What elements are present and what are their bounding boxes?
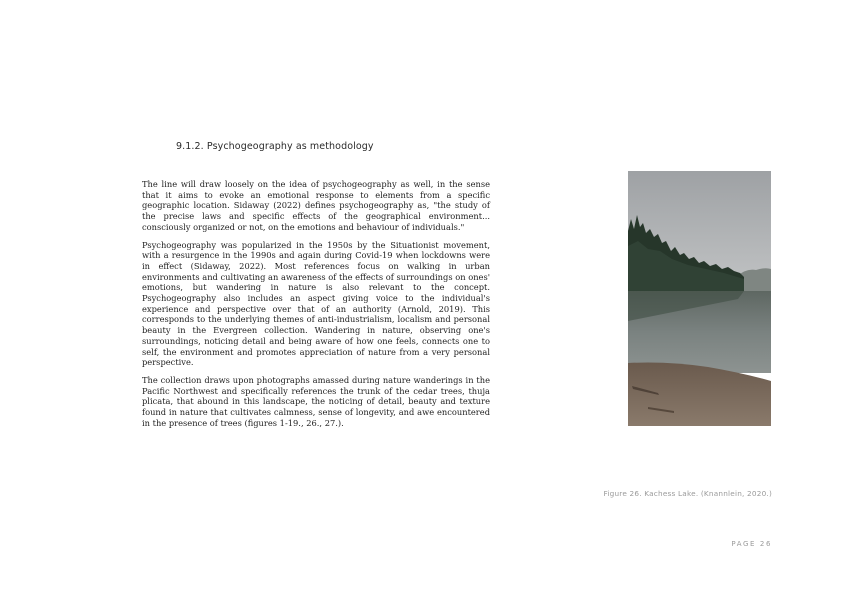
paragraph-3: The collection draws upon photographs amassed during nature wanderings in the Pacific Northwest and specifically references the trunk of the cedar trees, thuja plicata, that abound in this landscape, the noticing of detail, beauty and texture found in nature that cultivates calmness, sense of longevity, and awe encountered in the presence of trees (figures 1-19., 26., 27.). bbox=[142, 374, 490, 428]
figure-caption: Figure 26. Kachess Lake. (Knannlein, 2020.) bbox=[603, 489, 772, 498]
body-text bbox=[142, 179, 490, 435]
page-number: PAGE 26 bbox=[731, 540, 772, 548]
paragraph-2: Psychogeography was popularized in the 1950s by the Situationist movement, with a resurgence in the 1990s and again during Covid-19 when lockdowns were in effect (Sidaway, 2022). Most references focus on walking in urban environments and cultivating an awareness of the effects of surroundings on ones' emotions, but wandering in nature is also relevant to the concept. Psychogeography also includes an aspect giving voice to the individual's experience and perspective over that of an authority (Arnold, 2019). This corresponds to the underlying themes of anti-industrialism, localism and personal beauty in the Evergreen collection. Wandering in nature, observing one's surroundings, noticing detail and being aware of how one feels, connects one to self, the environment and promotes appreciation of nature from a very personal perspective. bbox=[142, 239, 490, 368]
paragraph-1: The line will draw loosely on the idea of psychogeography as well, in the sense that it aims to evoke an emotional response to elements from a specific geographic location. Sidaway (2022) defines psychogeography as, "the study of the precise laws and specific effects of the geographical environment... consciously organized or not, on the emotions and behaviour of individuals." bbox=[142, 179, 490, 232]
lake-photo bbox=[628, 171, 771, 426]
section-heading: 9.1.2. Psychogeography as methodology bbox=[176, 141, 374, 152]
